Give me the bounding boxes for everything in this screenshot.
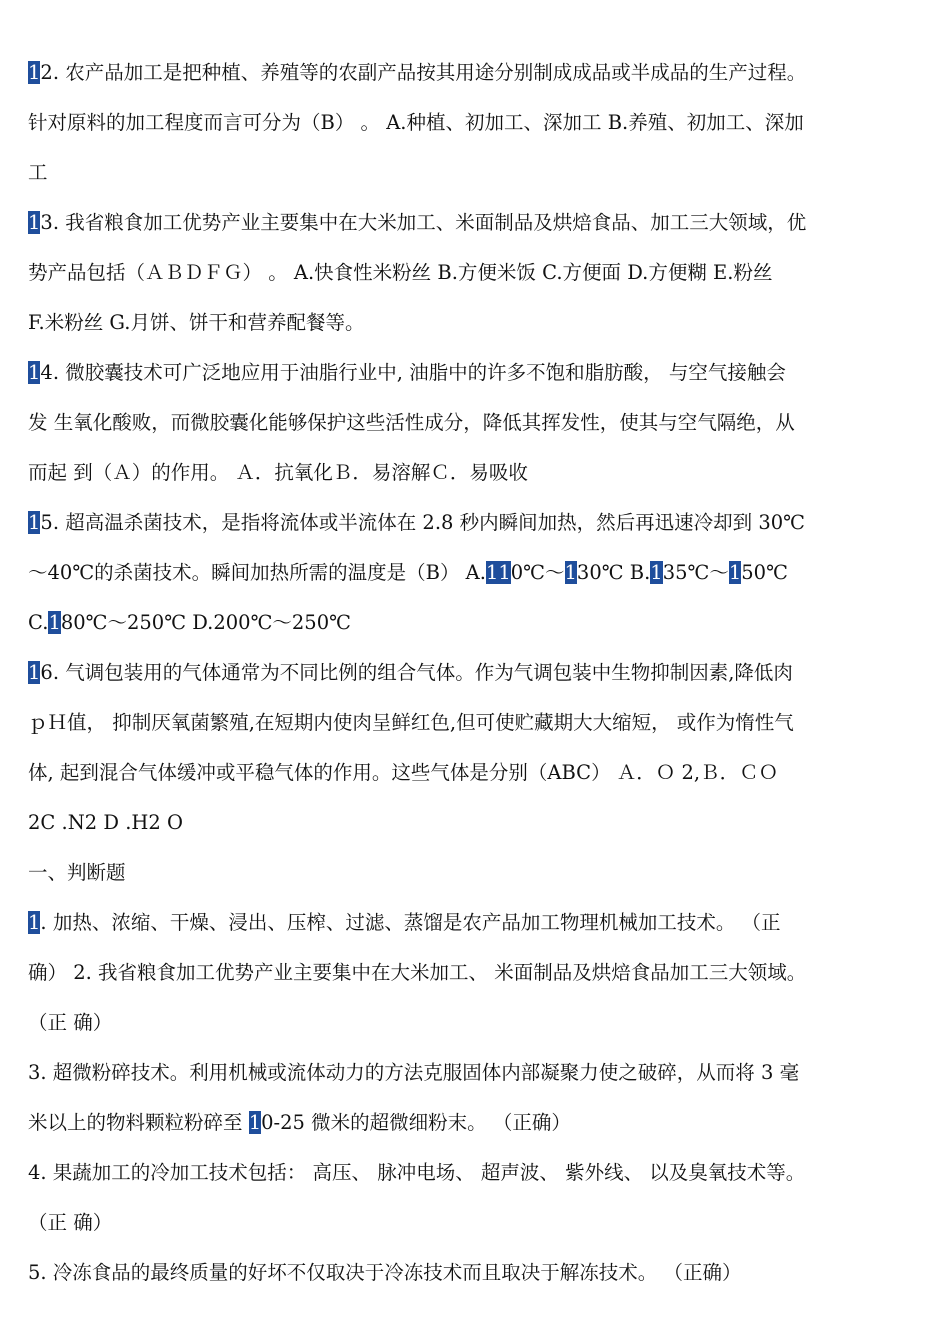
text-segment: ～40℃的杀菌技术。瞬间加热所需的温度是（B） A. xyxy=(28,561,486,584)
highlighted-text: 1 xyxy=(564,561,577,584)
text-segment: 工 xyxy=(28,161,48,184)
text-line xyxy=(28,408,940,438)
text-line xyxy=(28,308,940,338)
text-line xyxy=(28,1258,940,1288)
text-line xyxy=(28,258,940,288)
text-segment: 30℃ B. xyxy=(576,561,651,584)
text-segment: 0-25 微米的超微细粉末。 （正确） xyxy=(261,1111,571,1134)
text-line xyxy=(28,808,940,838)
highlighted-text: 1 xyxy=(28,361,41,384)
text-segment: 势产品包括（ＡＢＤＦＧ） 。 A.快食性米粉丝 B.方便米饭 C.方便面 D.方便糊 E.粉丝 xyxy=(28,261,773,284)
highlighted-text: 1 xyxy=(48,611,61,634)
text-segment: C. xyxy=(28,611,49,634)
text-segment: 4. 微胶囊技术可广泛地应用于油脂行业中, 油脂中的许多不饱和脂肪酸， 与空气接触会 xyxy=(40,361,786,384)
highlighted-text: 1 xyxy=(728,561,742,584)
text-segment: 0℃～ xyxy=(510,561,565,584)
text-line xyxy=(28,858,940,888)
text-segment: 3. 超微粉碎技术。利用机械或流体动力的方法克服固体内部凝聚力使之破碎，从而将 3 毫 xyxy=(28,1061,800,1084)
text-line xyxy=(28,458,940,488)
text-line xyxy=(28,1008,940,1038)
highlighted-text: 1 xyxy=(28,511,41,534)
text-line xyxy=(28,608,940,638)
text-line xyxy=(28,58,940,88)
text-line xyxy=(28,958,940,988)
text-line xyxy=(28,558,940,588)
text-line xyxy=(28,1208,940,1238)
text-segment: 确） 2. 我省粮食加工优势产业主要集中在大米加工、 米面制品及烘焙食品加工三大领域。 xyxy=(28,961,807,984)
text-segment: （正 确） xyxy=(28,1211,113,1234)
text-segment: 针对原料的加工程度而言可分为（B） 。 A.种植、初加工、深加工 B.养殖、初加工、深加 xyxy=(28,111,804,134)
text-line xyxy=(28,1158,940,1188)
highlighted-text: 1 xyxy=(28,211,41,234)
text-line xyxy=(28,658,940,688)
text-segment: 一、判断题 xyxy=(28,861,126,884)
highlighted-text: 1 xyxy=(650,561,663,584)
highlighted-text: 11 xyxy=(485,561,511,584)
text-segment: 50℃ xyxy=(741,561,788,584)
text-segment: 体, 起到混合气体缓冲或平稳气体的作用。这些气体是分别（ABC） Ａ．Ｏ 2,Ｂ．ＣＯ xyxy=(28,761,779,784)
text-line xyxy=(28,208,940,238)
text-segment: 80℃～250℃ D.200℃～250℃ xyxy=(60,611,351,634)
text-line xyxy=(28,158,940,188)
text-segment: 4. 果蔬加工的冷加工技术包括： 高压、 脉冲电场、 超声波、 紫外线、 以及臭氧技术等。 xyxy=(28,1161,806,1184)
text-segment: 2C .N2 D .H2 O xyxy=(28,811,184,834)
text-segment: 米以上的物料颗粒粉碎至 xyxy=(28,1111,249,1134)
text-segment: 2. 农产品加工是把种植、养殖等的农副产品按其用途分别制成成品或半成品的生产过程。 xyxy=(40,61,807,84)
text-segment: . 加热、浓缩、干燥、浸出、压榨、过滤、蒸馏是农产品加工物理机械加工技术。 （正 xyxy=(40,911,781,934)
text-segment: 而起 到（Ａ）的作用。 Ａ．抗氧化Ｂ．易溶解Ｃ．易吸收 xyxy=(28,461,528,484)
highlighted-text: 1 xyxy=(28,661,41,684)
text-segment: 6. 气调包装用的气体通常为不同比例的组合气体。作为气调包装中生物抑制因素,降低肉 xyxy=(40,661,793,684)
text-segment: 5. 超高温杀菌技术，是指将流体或半流体在 2.8 秒内瞬间加热，然后再迅速冷却到 30℃ xyxy=(40,511,805,534)
highlighted-text: 1 xyxy=(28,911,41,934)
text-line xyxy=(28,708,940,738)
text-segment: （正 确） xyxy=(28,1011,113,1034)
text-line xyxy=(28,358,940,388)
text-line xyxy=(28,758,940,788)
text-line xyxy=(28,108,940,138)
text-segment: 3. 我省粮食加工优势产业主要集中在大米加工、米面制品及烘焙食品、加工三大领域，优 xyxy=(40,211,807,234)
highlighted-text: 1 xyxy=(248,1111,262,1134)
text-line xyxy=(28,1058,940,1088)
text-line xyxy=(28,908,940,938)
text-segment: F.米粉丝 G.月饼、饼干和营养配餐等。 xyxy=(28,311,365,334)
text-line xyxy=(28,1108,940,1138)
text-segment: 5. 冷冻食品的最终质量的好坏不仅取决于冷冻技术而且取决于解冻技术。 （正确） xyxy=(28,1261,742,1284)
highlighted-text: 1 xyxy=(28,61,41,84)
text-segment: 发 生氧化酸败，而微胶囊化能够保护这些活性成分，降低其挥发性，使其与空气隔绝，从 xyxy=(28,411,795,434)
text-segment: 35℃～ xyxy=(662,561,729,584)
text-line xyxy=(28,508,940,538)
text-segment: ｐＨ值， 抑制厌氧菌繁殖,在短期内使肉呈鲜红色,但可使贮藏期大大缩短， 或作为惰性气 xyxy=(28,711,794,734)
